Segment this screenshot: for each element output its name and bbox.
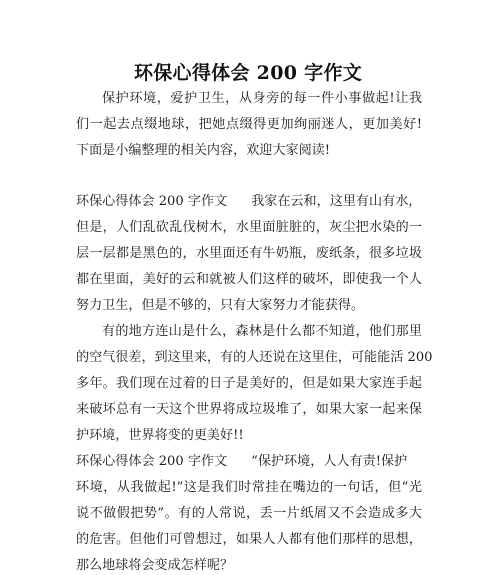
document-title: 环保心得体会 200 字作文 [133,62,363,84]
paragraph-line: 层一层都是黑色的，水里面还有牛奶瓶，废纸条，很多垃圾 [76,246,422,261]
paragraph-line: 有的地方连山是什么，森林是什么都不知道，他们那里 [102,324,422,339]
paragraph-line: 护环境，世界将变的更美好!! [76,428,244,443]
paragraph-line: 都在里面，美好的云和就被人们这样的破坏，即使我一个人 [76,272,422,287]
paragraph-line: 环境，从我做起!”这是我们时常挂在嘴边的一句话，但“光 [76,480,422,495]
paragraph-line: 下面是小编整理的相关内容，欢迎大家阅读! [76,143,331,158]
paragraph-line: 来破坏总有一天这个世界将成垃圾堆了，如果大家一起来保 [76,402,422,417]
section-heading-line [76,453,422,471]
paragraph-line: 那么地球将会变成怎样呢？ [76,558,234,573]
section-heading: 环保心得体会 200 字作文 [76,194,228,209]
section-heading-line [76,193,422,211]
paragraph-line: 们一起去点缀地球，把她点缀得更加绚丽迷人，更加美好! [76,117,422,132]
section-heading: 环保心得体会 200 字作文 [76,454,228,469]
paragraph-line: 保护环境，爱护卫生，从身旁的每一件小事做起!让我 [102,91,422,106]
paragraph-line: 的空气很差，到这里来，有的人还说在这里住，可能能活 200 [76,350,433,365]
paragraph-line: 的危害。但他们可曾想过，如果人人都有他们那样的思想， [76,532,422,547]
paragraph-line: 说不做假把势”。有的人常说，丢一片纸屑又不会造成多大 [76,506,422,521]
paragraph-line: 多年。我们现在过着的日子是美好的，但是如果大家连手起 [76,376,422,391]
paragraph-text: “保护环境，人人有责!保护 [251,454,408,469]
paragraph-line: 努力卫生，但是不够的，只有大家努力才能获得。 [76,298,365,313]
paragraph-text: 我家在云和，这里有山有水， [251,194,422,209]
paragraph-line: 但是，人们乱砍乱伐树木，水里面脏脏的，灰尘把水染的一 [76,220,422,235]
